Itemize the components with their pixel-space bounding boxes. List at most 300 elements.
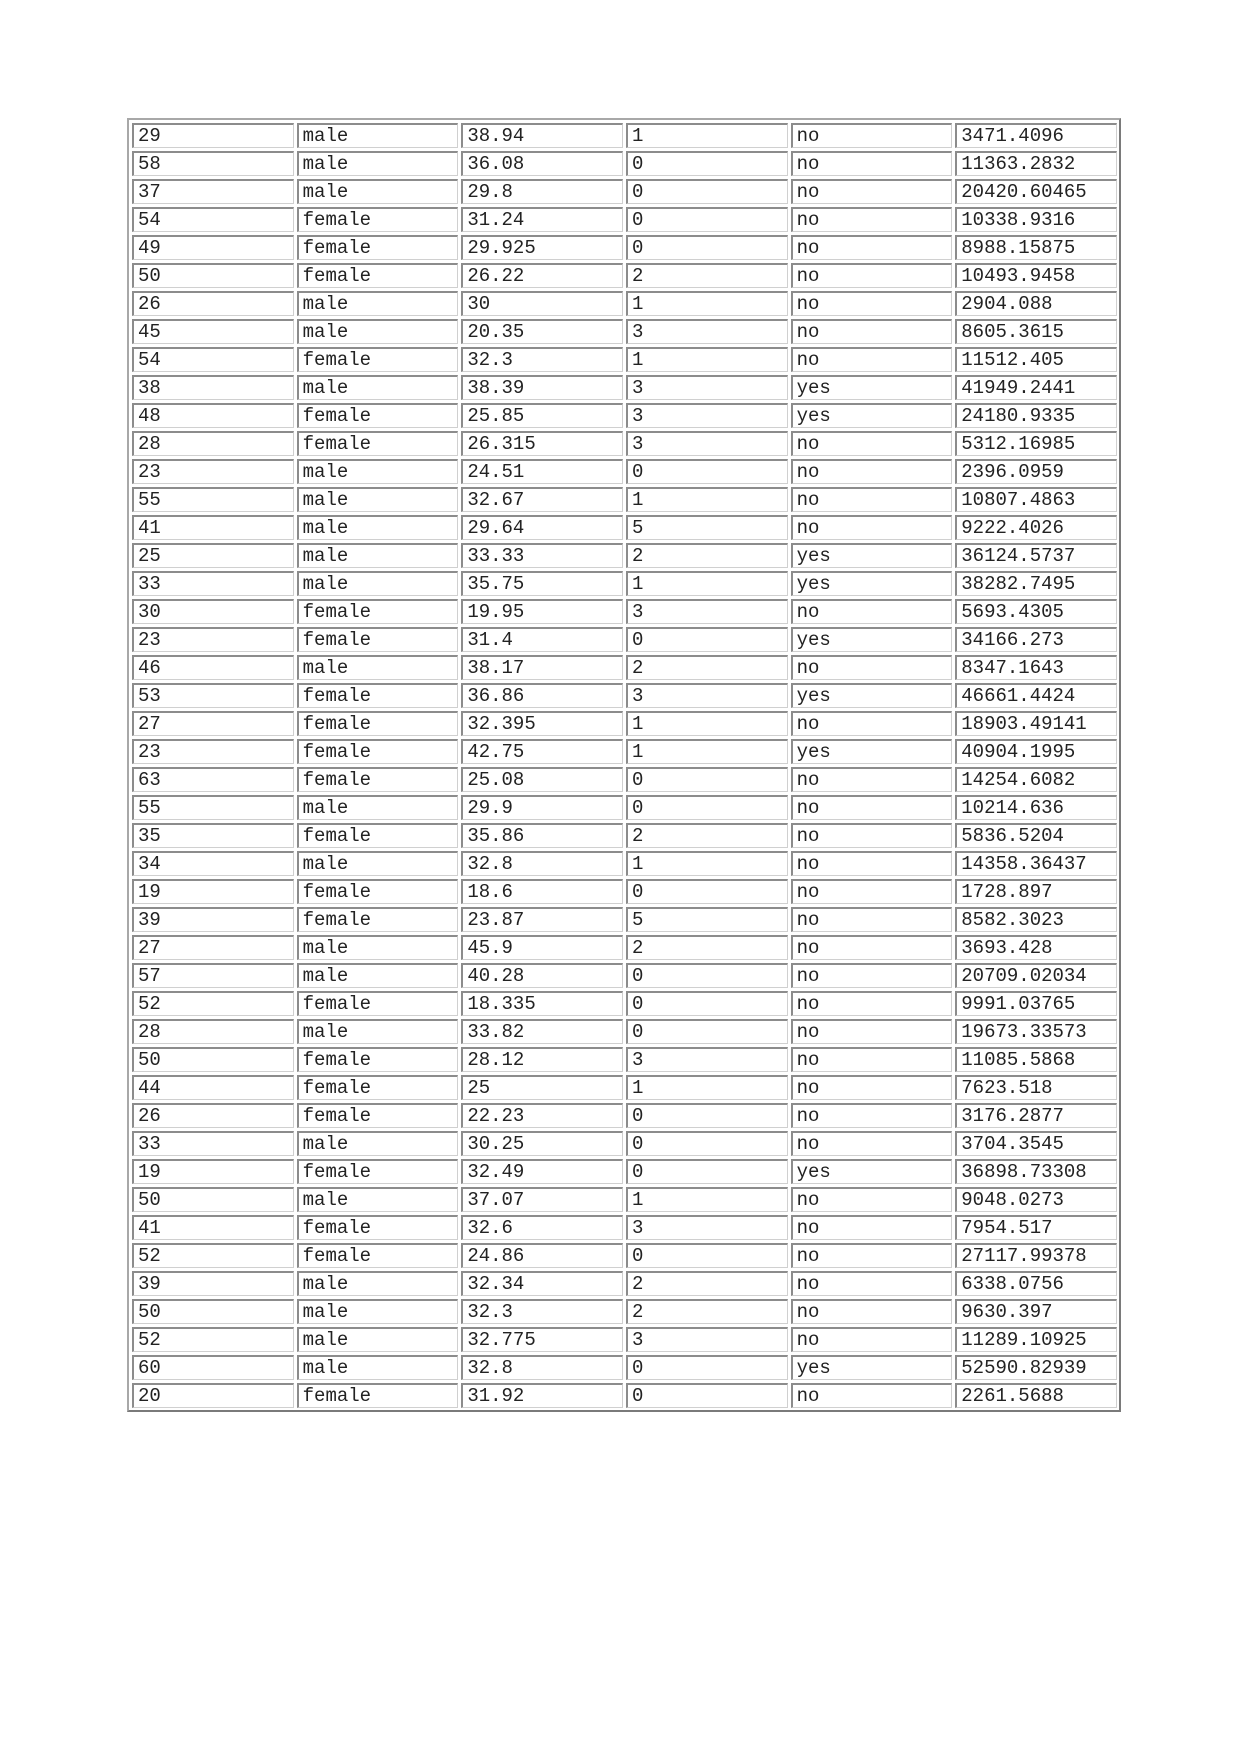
table-row [132,1019,1117,1044]
cell-children: 0 [626,1103,788,1128]
cell-smoker: yes [791,571,953,596]
table-row [132,1187,1117,1212]
cell-children: 5 [626,907,788,932]
cell-sex: male [297,1019,459,1044]
cell-charges: 2396.0959 [955,459,1117,484]
cell-children: 3 [626,1047,788,1072]
cell-charges: 8582.3023 [955,907,1117,932]
cell-bmi: 36.08 [461,151,623,176]
table-row [132,1271,1117,1296]
cell-age: 41 [132,1215,294,1240]
cell-bmi: 25.08 [461,767,623,792]
table-row [132,263,1117,288]
table-row [132,739,1117,764]
cell-age: 48 [132,403,294,428]
cell-age: 54 [132,207,294,232]
cell-bmi: 35.86 [461,823,623,848]
cell-smoker: no [791,823,953,848]
cell-charges: 10338.9316 [955,207,1117,232]
cell-charges: 52590.82939 [955,1355,1117,1380]
cell-charges: 10807.4863 [955,487,1117,512]
cell-bmi: 29.925 [461,235,623,260]
cell-sex: female [297,207,459,232]
cell-charges: 34166.273 [955,627,1117,652]
cell-age: 27 [132,935,294,960]
cell-sex: male [297,935,459,960]
cell-charges: 3176.2877 [955,1103,1117,1128]
cell-smoker: no [791,1243,953,1268]
cell-smoker: no [791,907,953,932]
cell-age: 52 [132,1243,294,1268]
cell-charges: 40904.1995 [955,739,1117,764]
cell-bmi: 33.33 [461,543,623,568]
cell-children: 1 [626,851,788,876]
cell-age: 30 [132,599,294,624]
cell-sex: female [297,1103,459,1128]
table-row [132,767,1117,792]
cell-sex: male [297,795,459,820]
cell-smoker: yes [791,403,953,428]
cell-age: 26 [132,291,294,316]
cell-bmi: 26.22 [461,263,623,288]
cell-charges: 5836.5204 [955,823,1117,848]
cell-sex: female [297,403,459,428]
cell-children: 2 [626,823,788,848]
cell-smoker: yes [791,543,953,568]
cell-bmi: 30.25 [461,1131,623,1156]
cell-smoker: no [791,1187,953,1212]
cell-bmi: 29.9 [461,795,623,820]
cell-charges: 14254.6082 [955,767,1117,792]
table-row [132,879,1117,904]
table-row [132,431,1117,456]
cell-charges: 1728.897 [955,879,1117,904]
cell-sex: female [297,879,459,904]
table-row [132,1103,1117,1128]
cell-sex: female [297,823,459,848]
cell-bmi: 32.3 [461,347,623,372]
cell-children: 3 [626,375,788,400]
cell-smoker: no [791,123,953,148]
cell-bmi: 38.17 [461,655,623,680]
cell-smoker: no [791,179,953,204]
cell-bmi: 38.94 [461,123,623,148]
cell-sex: female [297,711,459,736]
cell-sex: male [297,459,459,484]
cell-bmi: 20.35 [461,319,623,344]
cell-bmi: 32.395 [461,711,623,736]
cell-charges: 20709.02034 [955,963,1117,988]
cell-smoker: no [791,1047,953,1072]
cell-sex: female [297,431,459,456]
cell-sex: male [297,571,459,596]
cell-age: 50 [132,1047,294,1072]
cell-age: 58 [132,151,294,176]
table-row [132,151,1117,176]
cell-sex: female [297,1243,459,1268]
cell-age: 54 [132,347,294,372]
cell-age: 33 [132,1131,294,1156]
table-row [132,1215,1117,1240]
cell-charges: 2261.5688 [955,1383,1117,1408]
table-row [132,627,1117,652]
cell-age: 37 [132,179,294,204]
cell-charges: 10214.636 [955,795,1117,820]
table-row [132,543,1117,568]
data-table [129,120,1120,1411]
cell-sex: female [297,599,459,624]
table-row [132,1243,1117,1268]
cell-bmi: 38.39 [461,375,623,400]
cell-age: 50 [132,1187,294,1212]
cell-charges: 8347.1643 [955,655,1117,680]
table-row [132,459,1117,484]
cell-sex: male [297,319,459,344]
cell-bmi: 18.6 [461,879,623,904]
cell-age: 41 [132,515,294,540]
cell-sex: male [297,1131,459,1156]
cell-age: 28 [132,431,294,456]
cell-smoker: no [791,1271,953,1296]
cell-sex: male [297,123,459,148]
cell-children: 0 [626,235,788,260]
cell-charges: 9991.03765 [955,991,1117,1016]
cell-bmi: 33.82 [461,1019,623,1044]
cell-children: 1 [626,347,788,372]
cell-sex: male [297,1327,459,1352]
table-row [132,963,1117,988]
cell-age: 55 [132,487,294,512]
table-row [132,711,1117,736]
cell-sex: male [297,655,459,680]
cell-bmi: 29.8 [461,179,623,204]
table-row [132,1383,1117,1408]
cell-children: 5 [626,515,788,540]
cell-children: 0 [626,1355,788,1380]
cell-charges: 7623.518 [955,1075,1117,1100]
cell-sex: female [297,235,459,260]
cell-age: 25 [132,543,294,568]
cell-bmi: 18.335 [461,991,623,1016]
cell-smoker: no [791,291,953,316]
cell-charges: 36898.73308 [955,1159,1117,1184]
cell-charges: 38282.7495 [955,571,1117,596]
cell-bmi: 24.51 [461,459,623,484]
cell-smoker: no [791,851,953,876]
cell-children: 1 [626,1187,788,1212]
cell-smoker: no [791,207,953,232]
cell-charges: 24180.9335 [955,403,1117,428]
cell-smoker: no [791,151,953,176]
cell-smoker: no [791,459,953,484]
cell-children: 0 [626,767,788,792]
cell-children: 1 [626,291,788,316]
cell-smoker: no [791,235,953,260]
cell-smoker: yes [791,739,953,764]
cell-sex: male [297,1299,459,1324]
cell-children: 1 [626,123,788,148]
cell-age: 55 [132,795,294,820]
cell-charges: 19673.33573 [955,1019,1117,1044]
cell-sex: male [297,151,459,176]
cell-smoker: no [791,1327,953,1352]
cell-bmi: 42.75 [461,739,623,764]
cell-age: 53 [132,683,294,708]
cell-children: 2 [626,1271,788,1296]
cell-children: 0 [626,207,788,232]
cell-sex: female [297,627,459,652]
cell-sex: female [297,1215,459,1240]
cell-smoker: no [791,1299,953,1324]
cell-sex: female [297,1047,459,1072]
cell-bmi: 30 [461,291,623,316]
cell-bmi: 31.4 [461,627,623,652]
cell-charges: 5312.16985 [955,431,1117,456]
cell-children: 1 [626,487,788,512]
cell-age: 44 [132,1075,294,1100]
cell-children: 3 [626,403,788,428]
cell-age: 45 [132,319,294,344]
cell-bmi: 32.6 [461,1215,623,1240]
cell-children: 0 [626,179,788,204]
cell-bmi: 32.34 [461,1271,623,1296]
cell-children: 2 [626,543,788,568]
cell-bmi: 28.12 [461,1047,623,1072]
cell-children: 2 [626,263,788,288]
cell-bmi: 25.85 [461,403,623,428]
cell-charges: 5693.4305 [955,599,1117,624]
cell-sex: female [297,991,459,1016]
cell-sex: female [297,1159,459,1184]
cell-bmi: 37.07 [461,1187,623,1212]
cell-sex: female [297,739,459,764]
table-row [132,1159,1117,1184]
cell-smoker: no [791,963,953,988]
cell-bmi: 32.8 [461,1355,623,1380]
cell-charges: 9222.4026 [955,515,1117,540]
cell-smoker: no [791,935,953,960]
cell-charges: 9048.0273 [955,1187,1117,1212]
cell-bmi: 25 [461,1075,623,1100]
cell-children: 0 [626,151,788,176]
cell-bmi: 32.67 [461,487,623,512]
cell-children: 1 [626,739,788,764]
table-row [132,1047,1117,1072]
cell-children: 2 [626,1299,788,1324]
cell-bmi: 22.23 [461,1103,623,1128]
cell-smoker: no [791,319,953,344]
cell-smoker: no [791,599,953,624]
cell-charges: 9630.397 [955,1299,1117,1324]
cell-sex: male [297,543,459,568]
cell-sex: female [297,1383,459,1408]
cell-smoker: yes [791,1355,953,1380]
cell-charges: 41949.2441 [955,375,1117,400]
table-row [132,907,1117,932]
table-row [132,599,1117,624]
cell-smoker: no [791,347,953,372]
cell-sex: male [297,1355,459,1380]
cell-bmi: 40.28 [461,963,623,988]
cell-age: 39 [132,1271,294,1296]
cell-charges: 14358.36437 [955,851,1117,876]
cell-smoker: no [791,767,953,792]
cell-age: 19 [132,1159,294,1184]
table-row [132,935,1117,960]
cell-charges: 10493.9458 [955,263,1117,288]
cell-children: 1 [626,711,788,736]
table-row [132,1355,1117,1380]
cell-age: 52 [132,1327,294,1352]
cell-children: 0 [626,991,788,1016]
cell-sex: male [297,851,459,876]
cell-bmi: 32.775 [461,1327,623,1352]
cell-age: 60 [132,1355,294,1380]
table-row [132,235,1117,260]
cell-sex: female [297,767,459,792]
cell-children: 0 [626,1159,788,1184]
cell-children: 1 [626,1075,788,1100]
cell-age: 39 [132,907,294,932]
cell-bmi: 36.86 [461,683,623,708]
cell-smoker: no [791,1019,953,1044]
cell-age: 34 [132,851,294,876]
cell-smoker: yes [791,375,953,400]
cell-smoker: yes [791,683,953,708]
cell-sex: male [297,375,459,400]
cell-charges: 11363.2832 [955,151,1117,176]
cell-sex: male [297,1187,459,1212]
cell-sex: female [297,683,459,708]
cell-smoker: no [791,1103,953,1128]
cell-age: 35 [132,823,294,848]
cell-bmi: 32.8 [461,851,623,876]
cell-charges: 3471.4096 [955,123,1117,148]
cell-smoker: no [791,711,953,736]
table-row [132,655,1117,680]
cell-charges: 46661.4424 [955,683,1117,708]
cell-bmi: 29.64 [461,515,623,540]
table-row [132,683,1117,708]
cell-age: 28 [132,1019,294,1044]
cell-smoker: no [791,795,953,820]
cell-bmi: 24.86 [461,1243,623,1268]
cell-smoker: no [791,487,953,512]
cell-sex: male [297,179,459,204]
cell-children: 3 [626,431,788,456]
cell-smoker: yes [791,627,953,652]
cell-age: 57 [132,963,294,988]
cell-bmi: 32.49 [461,1159,623,1184]
cell-smoker: no [791,431,953,456]
cell-smoker: no [791,1383,953,1408]
cell-age: 29 [132,123,294,148]
table-row [132,1131,1117,1156]
table-body [132,123,1117,1408]
cell-sex: male [297,515,459,540]
table-row [132,823,1117,848]
cell-charges: 20420.60465 [955,179,1117,204]
cell-children: 0 [626,879,788,904]
cell-age: 33 [132,571,294,596]
cell-children: 3 [626,1215,788,1240]
cell-charges: 3704.3545 [955,1131,1117,1156]
cell-children: 3 [626,1327,788,1352]
cell-age: 26 [132,1103,294,1128]
cell-age: 52 [132,991,294,1016]
table-row [132,795,1117,820]
cell-sex: male [297,1271,459,1296]
table-row [132,515,1117,540]
cell-children: 2 [626,935,788,960]
cell-children: 3 [626,683,788,708]
table-row [132,571,1117,596]
cell-age: 23 [132,627,294,652]
cell-age: 23 [132,739,294,764]
cell-charges: 3693.428 [955,935,1117,960]
cell-charges: 11512.405 [955,347,1117,372]
cell-smoker: no [791,879,953,904]
cell-age: 50 [132,263,294,288]
cell-charges: 11289.10925 [955,1327,1117,1352]
cell-children: 0 [626,795,788,820]
cell-charges: 8605.3615 [955,319,1117,344]
table-row [132,991,1117,1016]
cell-age: 50 [132,1299,294,1324]
cell-children: 3 [626,319,788,344]
cell-children: 2 [626,655,788,680]
table-row [132,403,1117,428]
cell-smoker: no [791,1075,953,1100]
table-row [132,851,1117,876]
cell-smoker: no [791,263,953,288]
cell-sex: female [297,347,459,372]
cell-bmi: 35.75 [461,571,623,596]
cell-age: 20 [132,1383,294,1408]
cell-bmi: 31.24 [461,207,623,232]
cell-charges: 2904.088 [955,291,1117,316]
cell-age: 23 [132,459,294,484]
cell-age: 38 [132,375,294,400]
cell-sex: male [297,963,459,988]
cell-smoker: no [791,655,953,680]
data-table-frame [127,118,1121,1412]
table-row [132,179,1117,204]
cell-bmi: 26.315 [461,431,623,456]
table-row [132,291,1117,316]
cell-smoker: no [791,1215,953,1240]
cell-sex: female [297,263,459,288]
cell-sex: male [297,487,459,512]
cell-children: 3 [626,599,788,624]
table-row [132,319,1117,344]
cell-bmi: 19.95 [461,599,623,624]
cell-charges: 11085.5868 [955,1047,1117,1072]
cell-bmi: 32.3 [461,1299,623,1324]
cell-charges: 27117.99378 [955,1243,1117,1268]
cell-age: 46 [132,655,294,680]
cell-smoker: yes [791,1159,953,1184]
table-row [132,123,1117,148]
table-row [132,487,1117,512]
cell-charges: 36124.5737 [955,543,1117,568]
cell-sex: male [297,291,459,316]
table-row [132,1327,1117,1352]
cell-sex: female [297,907,459,932]
cell-children: 0 [626,459,788,484]
cell-children: 0 [626,1383,788,1408]
table-row [132,1299,1117,1324]
